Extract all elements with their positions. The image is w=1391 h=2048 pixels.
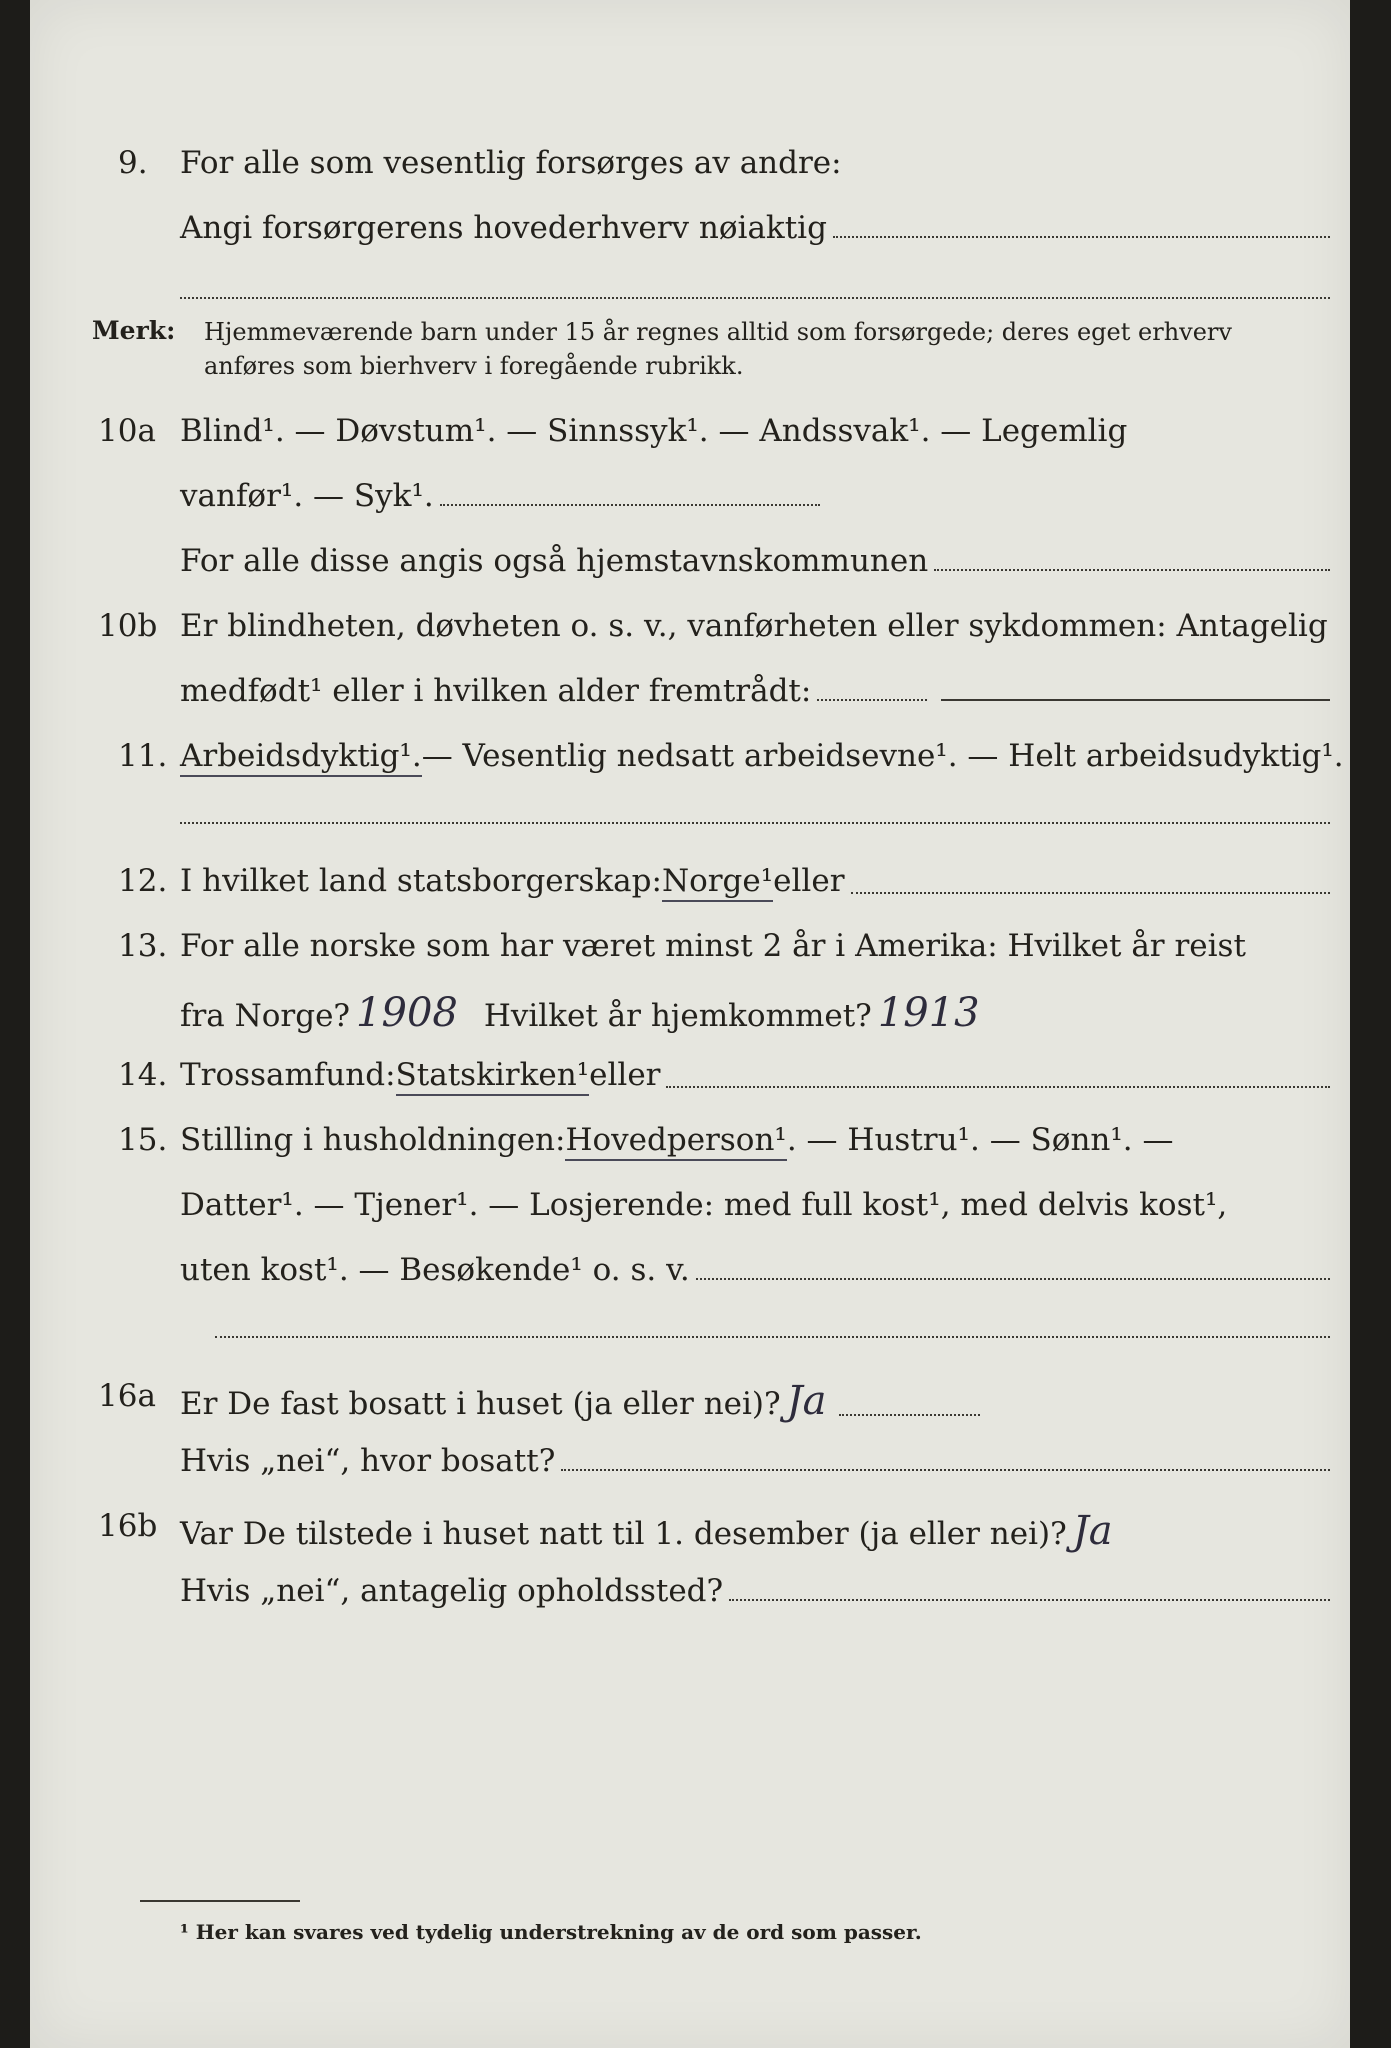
q12-norge-underlined: Norge¹ <box>662 863 773 902</box>
q10a-line2: vanfør¹. — Syk¹. <box>180 478 820 514</box>
q13-reist-answer: 1908 <box>356 990 458 1036</box>
q16b-line1: Var De tilstede i huset natt til 1. desember (ja eller nei)? Ja <box>180 1508 1113 1554</box>
q15-extra-answer-line[interactable] <box>215 1336 1330 1338</box>
q10b-answer-field-solid[interactable] <box>941 699 1330 701</box>
q10b-answer-field-dotted[interactable] <box>817 699 927 701</box>
q11-extra-answer-line[interactable] <box>180 822 1330 824</box>
q14-number: 14. <box>118 1057 168 1093</box>
q13-number: 13. <box>118 928 168 964</box>
q16b-number: 16b <box>98 1508 158 1544</box>
q12-line: I hvilket land statsborgerskap: Norge¹ eller <box>180 863 1330 902</box>
q15-line3: uten kost¹. — Besøkende¹ o. s. v. <box>180 1252 1330 1288</box>
q16b-line2: Hvis „nei“, antagelig opholdssted? <box>180 1573 1330 1609</box>
q16a-answer-field[interactable] <box>839 1414 980 1416</box>
footnote: ¹ Her kan svares ved tydelig understrekning av de ord som passer. <box>180 1920 922 1944</box>
q9-extra-answer-line[interactable] <box>180 297 1330 299</box>
q10b-number: 10b <box>98 608 158 644</box>
q10a-line3: For alle disse angis også hjemstavnskommunen <box>180 543 1330 579</box>
census-form-page <box>30 0 1350 2048</box>
q14-statskirken-underlined: Statskirken¹ <box>396 1057 590 1096</box>
q11-number: 11. <box>118 738 168 774</box>
q11-line1: Arbeidsdyktig¹. — Vesentlig nedsatt arbeidsevne¹. — Helt arbeidsudyktig¹. <box>180 738 1344 777</box>
q16a-answer: Ja <box>786 1378 827 1424</box>
q10a-line1: Blind¹. — Døvstum¹. — Sinnssyk¹. — Andssvak¹. — Legemlig <box>180 413 1128 449</box>
q14-answer-field[interactable] <box>666 1086 1330 1088</box>
q10a-syk-answer-field[interactable] <box>440 504 820 506</box>
q16a-line2: Hvis „nei“, hvor bosatt? <box>180 1443 1330 1479</box>
merk-line1: Hjemmeværende barn under 15 år regnes alltid som forsørgede; deres eget erhverv <box>204 318 1232 346</box>
q16a-bosatt-answer-field[interactable] <box>561 1469 1330 1471</box>
q9-line1: For alle som vesentlig forsørges av andre: <box>180 145 842 181</box>
merk-line2: anføres som bierhverv i foregående rubrikk. <box>204 352 744 380</box>
q13-hjemkommet-answer: 1913 <box>877 990 980 1036</box>
q9-answer-field[interactable] <box>833 236 1330 238</box>
q15-answer-field[interactable] <box>696 1278 1330 1280</box>
q10b-line2: medfødt¹ eller i hvilken alder fremtrådt: <box>180 673 1330 709</box>
merk-label: Merk: <box>92 316 176 345</box>
q15-line1: Stilling i husholdningen: Hovedperson¹ . — Hustru¹. — Sønn¹. — <box>180 1122 1174 1161</box>
footnote-rule <box>140 1900 300 1902</box>
q10a-number: 10a <box>98 413 156 449</box>
q16b-answer-field[interactable] <box>729 1599 1330 1601</box>
q10a-hjemstavn-answer-field[interactable] <box>934 569 1330 571</box>
q16a-number: 16a <box>98 1378 156 1414</box>
q12-answer-field[interactable] <box>851 892 1330 894</box>
q15-number: 15. <box>118 1122 168 1158</box>
q9-number: 9. <box>118 145 148 181</box>
q12-number: 12. <box>118 863 168 899</box>
q13-line2: fra Norge? 1908 Hvilket år hjemkommet? 1913 <box>180 990 980 1036</box>
q13-line1: For alle norske som har været minst 2 år i Amerika: Hvilket år reist <box>180 928 1246 964</box>
q10b-line1: Er blindheten, døvheten o. s. v., vanførheten eller sykdommen: Antagelig <box>180 608 1328 644</box>
q16b-answer: Ja <box>1072 1508 1113 1554</box>
q16a-line1: Er De fast bosatt i huset (ja eller nei)? Ja <box>180 1378 980 1424</box>
q9-line2: Angi forsørgerens hovederhverv nøiaktig <box>180 210 1330 246</box>
q15-line2: Datter¹. — Tjener¹. — Losjerende: med full kost¹, med delvis kost¹, <box>180 1187 1228 1223</box>
q14-line: Trossamfund: Statskirken¹ eller <box>180 1057 1330 1096</box>
q15-hovedperson-underlined: Hovedperson¹ <box>565 1122 786 1161</box>
q11-arbeidsdyktig-underlined: Arbeidsdyktig¹. <box>180 738 422 777</box>
